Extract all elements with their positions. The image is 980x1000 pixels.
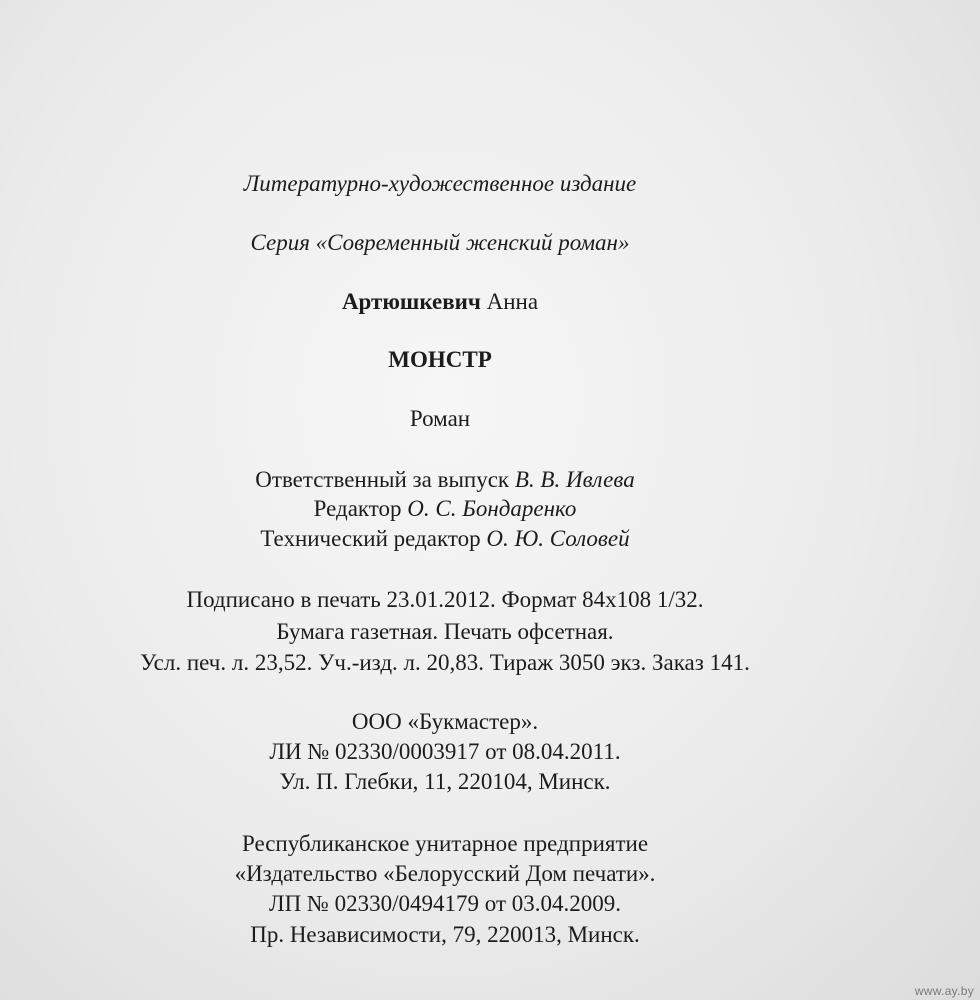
printer-line: Пр. Независимости, 79, 220013, Минск. — [250, 922, 640, 947]
print-info-line: Бумага газетная. Печать офсетная. — [276, 619, 614, 644]
author-name: Анна — [486, 289, 539, 314]
printer-line: «Издательство «Белорусский Дом печати». — [234, 861, 656, 886]
credit-person: О. С. Бондаренко — [407, 496, 577, 521]
publisher-line: ООО «Букмастер». — [351, 709, 539, 734]
print-info-line: Усл. печ. л. 23,52. Уч.-изд. л. 20,83. Тираж 3050 экз. Заказ 141. — [140, 650, 750, 675]
credit-line — [0, 465, 935, 495]
credit-line — [0, 524, 935, 554]
series-line: Серия «Современный женский роман» — [250, 230, 630, 255]
print-info-line: Подписано в печать 23.01.2012. Формат 84x108 1/32. — [186, 587, 704, 612]
edition-type: Литературно-художественное издание — [243, 171, 637, 196]
credit-role: Технический редактор — [260, 526, 481, 551]
credit-role: Редактор — [313, 496, 402, 521]
credit-role: Ответственный за выпуск — [255, 467, 510, 492]
publisher-line: Ул. П. Глебки, 11, 220104, Минск. — [279, 769, 611, 794]
genre-line: Роман — [409, 406, 471, 431]
printer-line: ЛП № 02330/0494179 от 03.04.2009. — [268, 891, 622, 916]
publisher-line: ЛИ № 02330/0003917 от 08.04.2011. — [269, 739, 621, 764]
author-line — [0, 287, 930, 317]
printer-line: Республиканское унитарное предприятие — [241, 831, 649, 856]
credit-person: В. В. Ивлева — [514, 467, 635, 492]
book-title: МОНСТР — [388, 347, 492, 372]
watermark: www.ay.by — [914, 984, 974, 998]
author-surname: Артюшкевич — [341, 289, 481, 314]
credit-line — [0, 494, 935, 524]
credit-person: О. Ю. Соловей — [486, 526, 630, 551]
